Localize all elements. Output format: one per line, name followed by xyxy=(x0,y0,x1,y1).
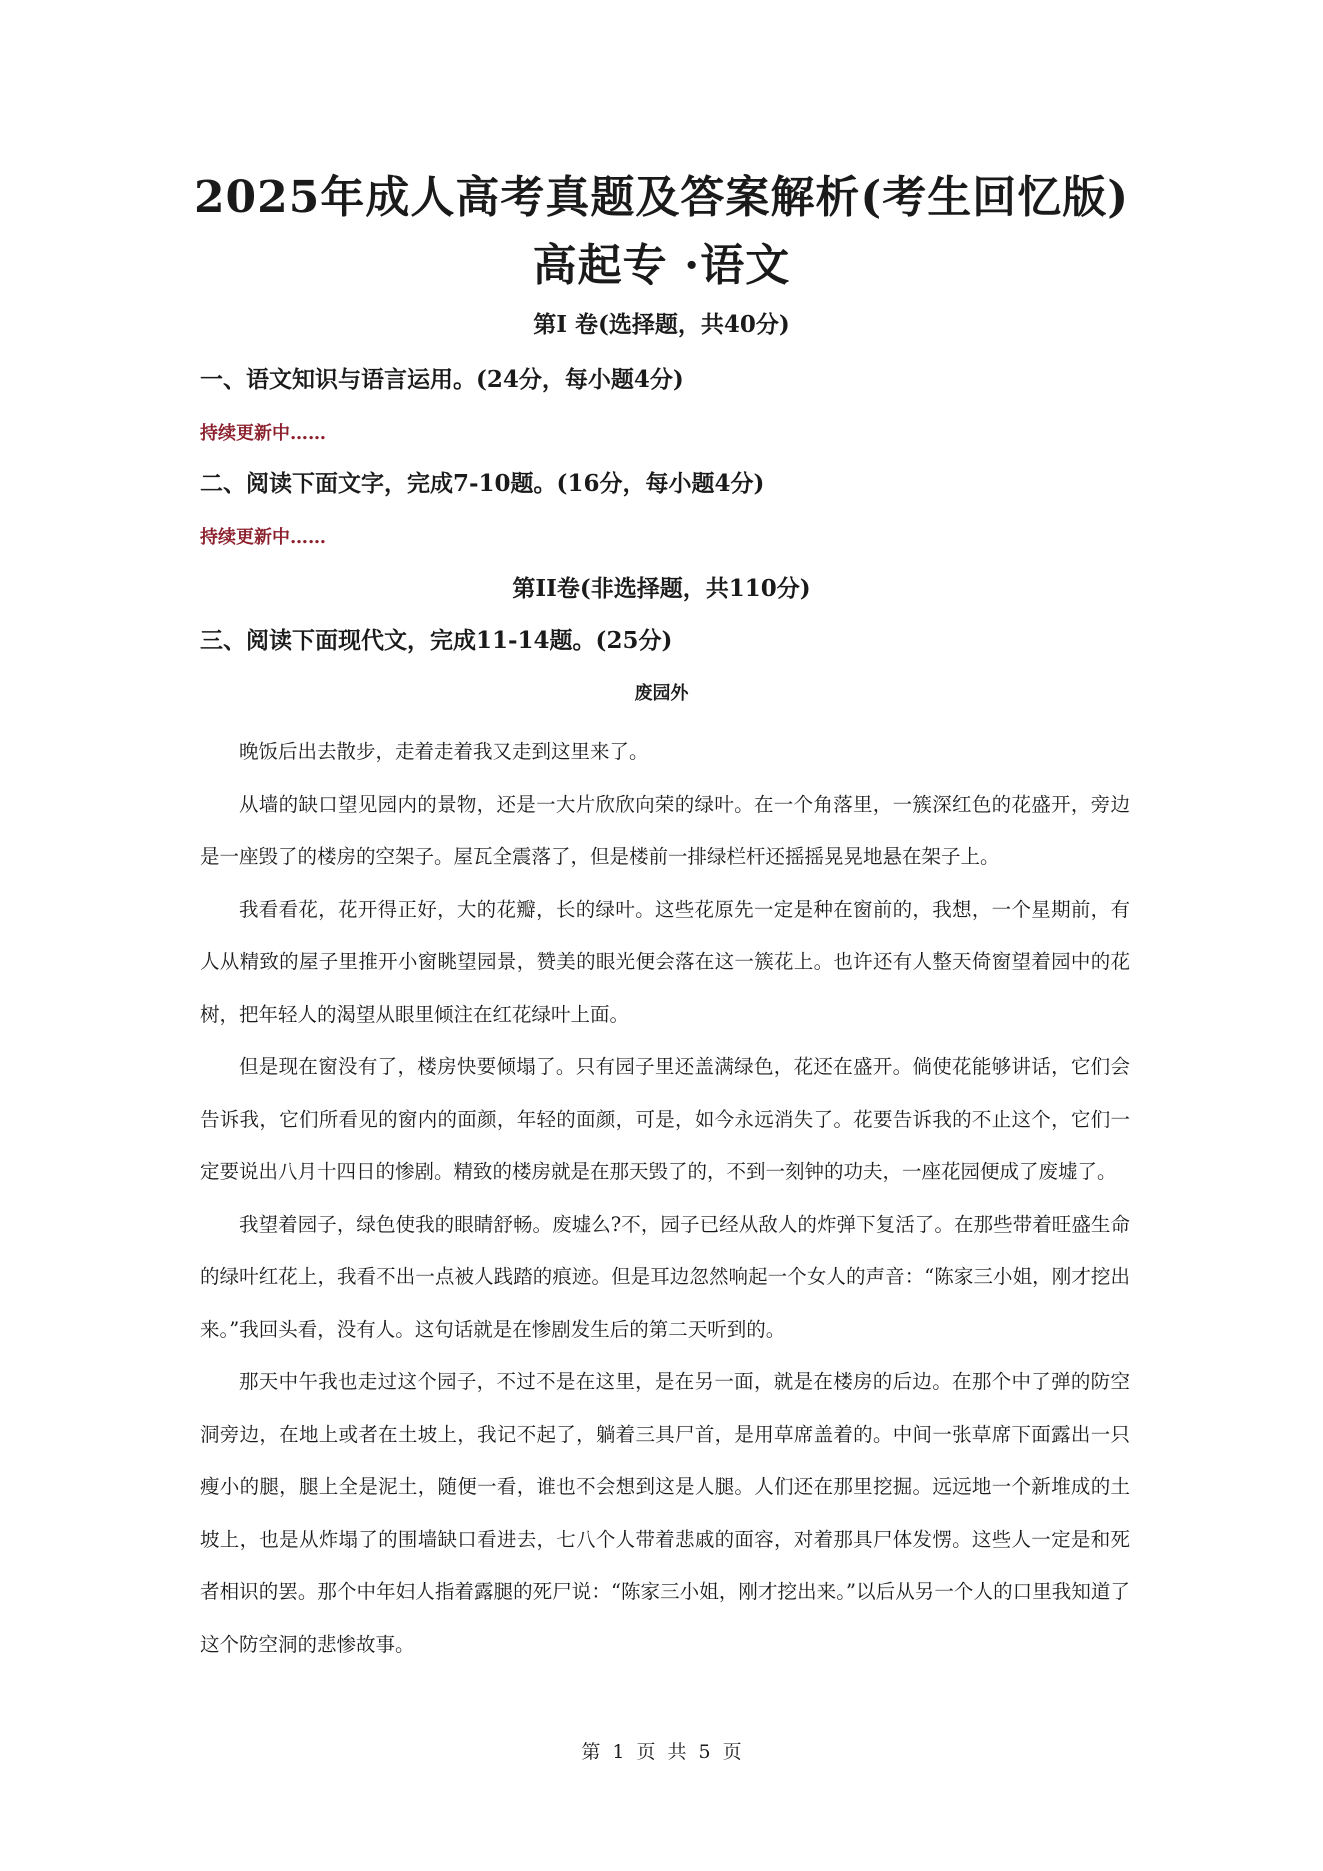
section1-update-note: 持续更新中…… xyxy=(200,423,326,444)
essay-paragraph: 从墙的缺口望见园内的景物，还是一大片欣欣向荣的绿叶。在一个角落里，一簇深红色的花盛开，旁边是一座毁了的楼房的空架子。屋瓦全震落了，但是楼前一排绿栏杆还摇摇晃晃地悬在架子上。 xyxy=(200,792,1130,868)
essay-body xyxy=(200,726,1130,1671)
essay-paragraph: 晚饭后出去散步，走着走着我又走到这里来了。 xyxy=(239,740,649,763)
part1-heading: 第I 卷(选择题，共40分) xyxy=(533,311,790,338)
essay-paragraph: 那天中午我也走过这个园子，不过不是在这里，是在另一面，就是在楼房的后边。在那个中了弹的防空洞旁边，在地上或者在土坡上，我记不起了，躺着三具尸首，是用草席盖着的。中间一张草席下面露出一只瘦小的腿，腿上全是泥土，随便一看，谁也不会想到这是人腿。人们还在那里挖掘。远远地一个新堆成的土坡上，也是从炸塌了的围墙缺口看进去，七八个人带着悲戚的面容，对着那具尸体发愣。这些人一定是和死者相识的罢。那个中年妇人指着露腿的死尸说：“陈家三小姐，刚才挖出来。”以后从另一个人的口里我知道了这个防空洞的悲惨故事。 xyxy=(200,1370,1130,1656)
essay-paragraph: 但是现在窗没有了，楼房快要倾塌了。只有园子里还盖满绿色，花还在盛开。倘使花能够讲话，它们会告诉我，它们所看见的窗内的面颜，年轻的面颜，可是，如今永远消失了。花要告诉我的不止这个，它们一定要说出八月十四日的惨剧。精致的楼房就是在那天毁了的，不到一刻钟的功夫，一座花园便成了废墟了。 xyxy=(200,1055,1130,1183)
section1-heading: 一、语文知识与语言运用。(24分，每小题4分) xyxy=(200,366,684,393)
page-footer: 第 1 页 共 5 页 xyxy=(581,1741,742,1763)
document-subtitle: 高起专 ·语文 xyxy=(532,240,791,291)
section2-update-note: 持续更新中…… xyxy=(200,527,326,548)
document-title: 2025年成人高考真题及答案解析(考生回忆版) xyxy=(193,172,1130,223)
essay-paragraph: 我看看花，花开得正好，大的花瓣，长的绿叶。这些花原先一定是种在窗前的，我想，一个星期前，有人从精致的屋子里推开小窗眺望园景，赞美的眼光便会落在这一簇花上。也许还有人整天倚窗望着园中的花树，把年轻人的渴望从眼里倾注在红花绿叶上面。 xyxy=(200,897,1130,1026)
part2-heading: 第II卷(非选择题，共110分) xyxy=(512,575,811,602)
essay-paragraph: 我望着园子，绿色使我的眼睛舒畅。废墟么?不，园子已经从敌人的炸弹下复活了。在那些带着旺盛生命的绿叶红花上，我看不出一点被人践踏的痕迹。但是耳边忽然响起一个女人的声音：“陈家三小姐，刚才挖出来。”我回头看，没有人。这句话就是在惨剧发生后的第二天听到的。 xyxy=(200,1212,1130,1341)
section2-heading: 二、阅读下面文字，完成7-10题。(16分，每小题4分) xyxy=(200,470,765,497)
section3-heading: 三、阅读下面现代文，完成11-14题。(25分) xyxy=(200,627,673,654)
essay-title: 废园外 xyxy=(634,683,689,704)
